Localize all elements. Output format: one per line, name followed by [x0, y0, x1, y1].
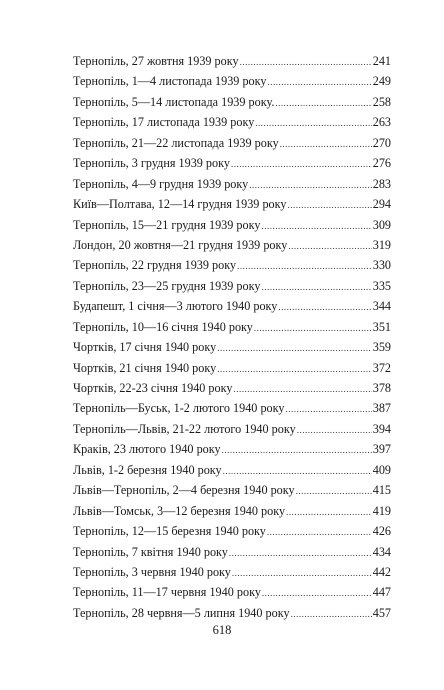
dot-leader [231, 154, 372, 174]
dot-leader [291, 604, 372, 624]
dot-leader [237, 256, 372, 276]
toc-entry-page: 394 [372, 421, 391, 436]
toc-entry-page: 397 [372, 442, 391, 457]
toc-entry-title: Київ—Полтава, 12—14 грудня 1939 року [73, 197, 287, 212]
toc-entry-page: 442 [372, 564, 391, 579]
toc-entry-page: 319 [372, 237, 391, 252]
dot-leader [240, 52, 372, 72]
toc-entry-page: 419 [372, 503, 391, 518]
toc-entry-title: Тернопіль, 11—17 червня 1940 року [73, 585, 261, 600]
toc-entry [73, 153, 391, 173]
toc-entry-page: 372 [372, 360, 391, 375]
toc-entry-page: 258 [372, 94, 391, 109]
toc-entry-title: Краків, 23 лютого 1940 року [73, 442, 221, 457]
dot-leader [296, 481, 372, 501]
toc-entry [73, 439, 391, 459]
toc-entry-title: Тернопіль, 27 жовтня 1939 року [73, 54, 239, 68]
toc-entry [73, 378, 391, 398]
dot-leader [254, 318, 372, 338]
dot-leader [249, 175, 371, 195]
dot-leader [267, 72, 371, 92]
dot-leader [288, 236, 371, 256]
dot-leader [285, 399, 371, 419]
toc-entry [73, 358, 391, 378]
toc-entry-page: 276 [372, 156, 391, 171]
toc-entry [73, 174, 391, 194]
toc-entry-page: 378 [372, 381, 391, 395]
toc-entry-title: Тернопіль, 4—9 грудня 1939 року [73, 176, 249, 191]
toc-entry [73, 215, 391, 235]
toc-entry-page: 309 [372, 217, 391, 232]
dot-leader [223, 461, 372, 481]
toc-entry-title: Чортків, 22-23 січня 1940 року [73, 381, 233, 395]
toc-entry-title: Чортків, 17 січня 1940 року [73, 340, 217, 355]
toc-entry-page: 426 [372, 524, 391, 539]
toc-entry-title: Будапешт, 1 січня—3 лютого 1940 року [73, 299, 278, 314]
toc-entry-title: Тернопіль, 17 листопада 1939 року [73, 115, 255, 130]
toc-entry-page: 335 [372, 278, 391, 293]
dot-leader [233, 379, 371, 399]
dot-leader [217, 359, 372, 379]
toc-entry-page: 294 [372, 197, 391, 212]
table-of-contents [73, 51, 391, 623]
toc-entry-page: 447 [372, 585, 391, 600]
toc-entry-page: 387 [372, 401, 391, 416]
toc-entry-title: Чортків, 21 січня 1940 року [73, 360, 217, 375]
dot-leader [255, 113, 371, 133]
toc-entry-title: Тернопіль, 23—25 грудня 1939 року [73, 278, 261, 293]
toc-entry [73, 112, 391, 132]
toc-entry-title: Львів—Тернопіль, 2—4 березня 1940 року [73, 483, 295, 498]
dot-leader [262, 583, 372, 603]
toc-entry-title: Тернопіль, 15—21 грудня 1939 року [73, 217, 261, 232]
toc-entry-title: Тернопіль, 3 червня 1940 року [73, 564, 231, 579]
toc-entry-title: Тернопіль—Львів, 21-22 лютого 1940 року [73, 421, 296, 436]
toc-entry [73, 133, 391, 153]
toc-entry [73, 542, 391, 562]
toc-entry-page: 344 [372, 299, 391, 314]
toc-entry-page: 263 [372, 115, 391, 130]
dot-leader [278, 297, 371, 317]
toc-entry [73, 603, 391, 623]
page-number: 618 [212, 623, 232, 637]
dot-leader [286, 502, 372, 522]
toc-entry-page: 434 [372, 544, 391, 559]
toc-entry [73, 276, 391, 296]
dot-leader [222, 440, 372, 460]
toc-entry [73, 296, 391, 316]
dot-leader [297, 420, 372, 440]
toc-entry [73, 255, 391, 275]
toc-entry [73, 521, 391, 541]
toc-entry-page: 457 [372, 605, 391, 620]
toc-entry [73, 71, 391, 91]
toc-entry-title: Тернопіль, 28 червня—5 липня 1940 року [73, 605, 290, 620]
toc-entry-page: 241 [372, 54, 391, 68]
toc-entry-title: Тернопіль, 7 квітня 1940 року [73, 544, 228, 559]
toc-entry-page: 351 [372, 319, 391, 334]
dot-leader [261, 216, 371, 236]
toc-entry [73, 501, 391, 521]
toc-entry [73, 460, 391, 480]
toc-entry-title: Лондон, 20 жовтня—21 грудня 1939 року [73, 237, 288, 252]
toc-entry-title: Львів, 1-2 березня 1940 року [73, 462, 222, 477]
dot-leader [280, 134, 372, 154]
toc-entry [73, 235, 391, 255]
toc-entry [73, 562, 391, 582]
toc-entry-title: Тернопіль, 22 грудня 1939 року [73, 258, 237, 273]
toc-entry-title: Львів—Томськ, 3—12 березня 1940 року [73, 503, 286, 518]
toc-entry-page: 330 [372, 258, 391, 273]
toc-entry-page: 359 [372, 340, 391, 355]
toc-entry [73, 419, 391, 439]
toc-entry [73, 92, 391, 112]
toc-entry-page: 409 [372, 462, 391, 477]
toc-entry [73, 337, 391, 357]
toc-entry-page: 415 [372, 483, 391, 498]
toc-entry-title: Тернопіль, 21—22 листопада 1939 року [73, 135, 279, 150]
toc-entry [73, 317, 391, 337]
dot-leader [287, 195, 371, 215]
toc-entry [73, 51, 391, 71]
toc-entry-title: Тернопіль, 1—4 листопада 1939 року [73, 74, 267, 89]
toc-entry-page: 283 [372, 176, 391, 191]
toc-entry-title: Тернопіль, 12—15 березня 1940 року [73, 524, 266, 539]
toc-entry-title: Тернопіль, 10—16 січня 1940 року [73, 319, 253, 334]
toc-entry-page: 270 [372, 135, 391, 150]
toc-entry-page: 249 [372, 74, 391, 89]
toc-entry [73, 194, 391, 214]
dot-leader [261, 277, 371, 297]
toc-entry-title: Тернопіль—Буськ, 1-2 лютого 1940 року [73, 401, 285, 416]
toc-entry [73, 582, 391, 602]
toc-entry [73, 480, 391, 500]
toc-entry [73, 398, 391, 418]
dot-leader [217, 338, 372, 358]
toc-entry-title: Тернопіль, 3 грудня 1939 року [73, 156, 230, 171]
toc-entry-title: Тернопіль, 5—14 листопада 1939 року. [73, 94, 275, 109]
dot-leader [232, 563, 372, 583]
dot-leader [267, 522, 372, 542]
dot-leader [229, 543, 372, 563]
dot-leader [275, 93, 371, 113]
